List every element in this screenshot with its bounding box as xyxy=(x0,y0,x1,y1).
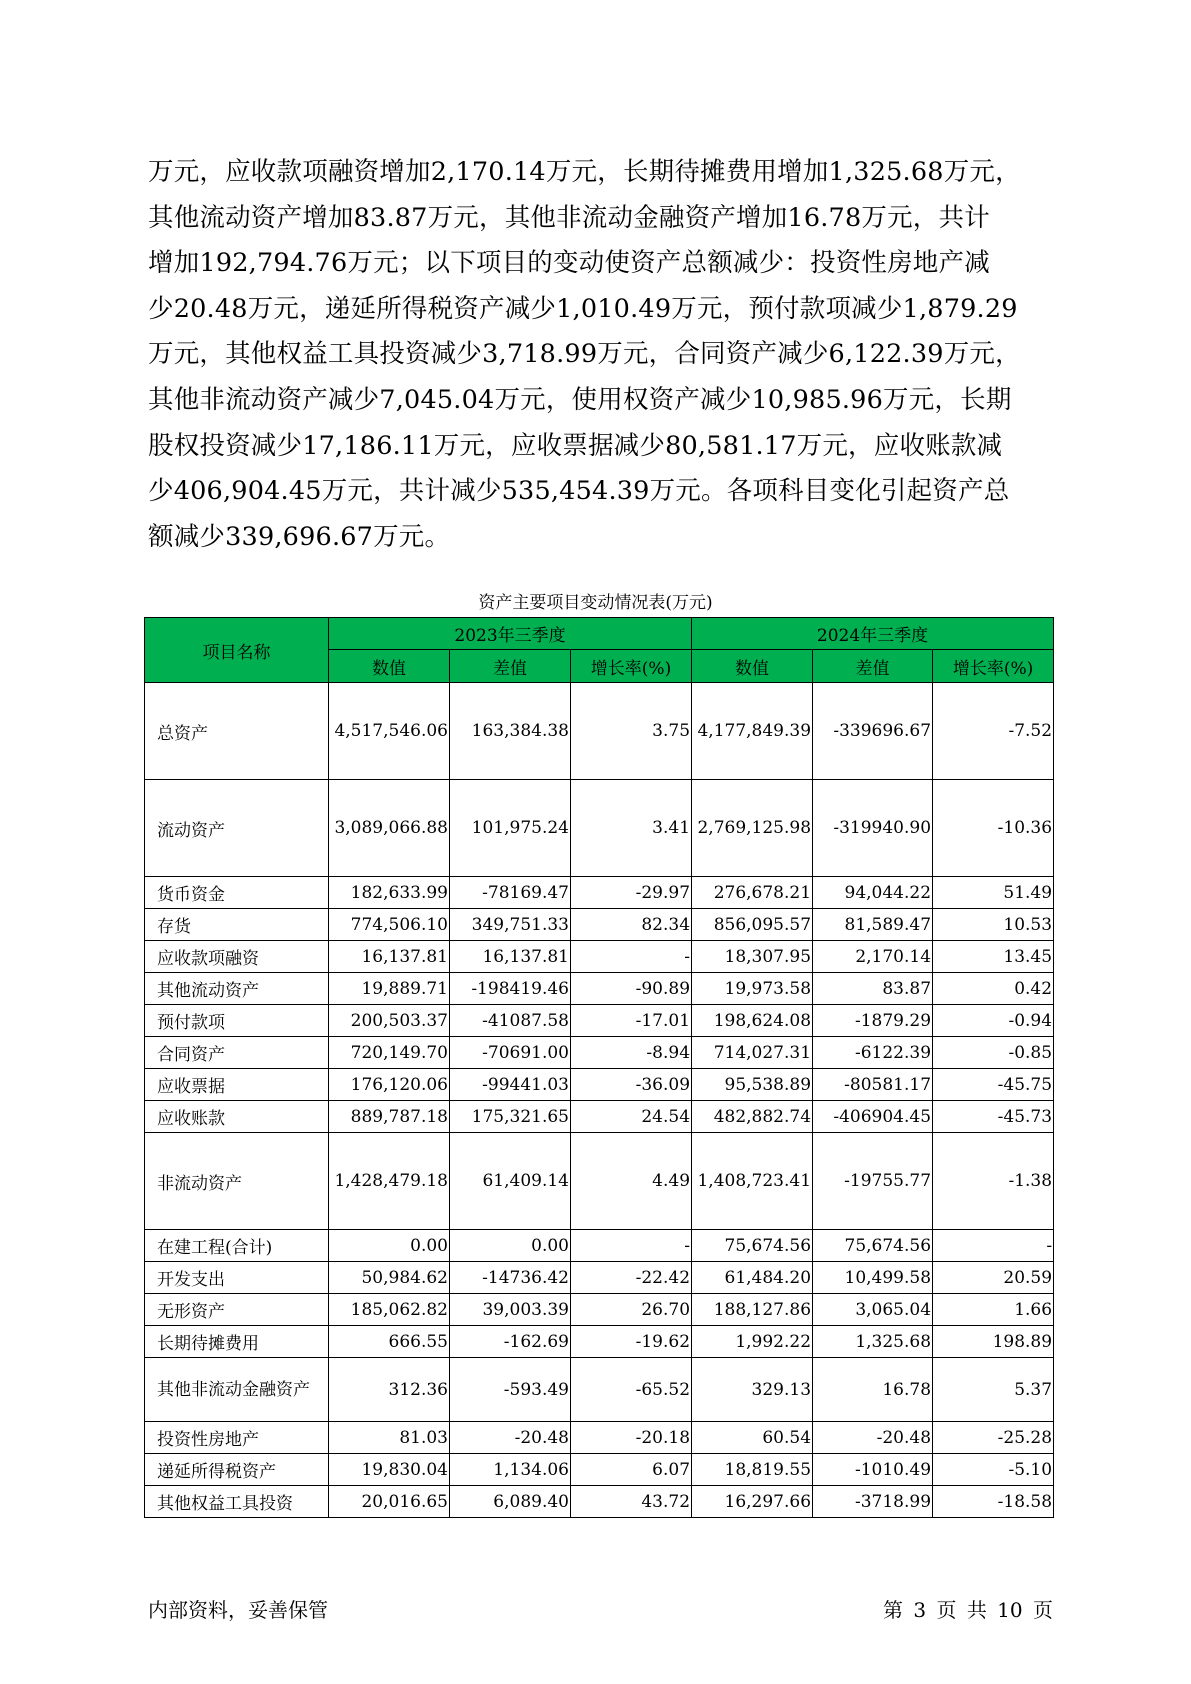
table-row xyxy=(145,1037,1054,1069)
diff-2023: -70691.00 xyxy=(450,1037,571,1069)
table-row xyxy=(145,941,1054,973)
asset-change-table xyxy=(144,617,1054,1518)
value-2023: 19,830.04 xyxy=(329,1454,450,1486)
diff-2024: 16.78 xyxy=(813,1358,933,1422)
value-2024: 482,882.74 xyxy=(692,1101,813,1133)
value-2023: 50,984.62 xyxy=(329,1262,450,1294)
diff-2024: -80581.17 xyxy=(813,1069,933,1101)
paragraph-line: 万元，其他权益工具投资减少3,718.99万元，合同资产减少6,122.39万元， xyxy=(148,339,1021,370)
diff-2023: 16,137.81 xyxy=(450,941,571,973)
value-2024: 188,127.86 xyxy=(692,1294,813,1326)
table-row xyxy=(145,1262,1054,1294)
diff-2023: -99441.03 xyxy=(450,1069,571,1101)
value-2024: 276,678.21 xyxy=(692,877,813,909)
growth-2023: -19.62 xyxy=(571,1326,692,1358)
diff-2024: 3,065.04 xyxy=(813,1294,933,1326)
row-name: 总资产 xyxy=(145,683,329,780)
growth-2024: -45.73 xyxy=(933,1101,1054,1133)
row-name: 在建工程(合计) xyxy=(145,1230,329,1262)
row-name: 非流动资产 xyxy=(145,1133,329,1230)
growth-2024: 198.89 xyxy=(933,1326,1054,1358)
growth-2024: 20.59 xyxy=(933,1262,1054,1294)
table-row xyxy=(145,1230,1054,1262)
value-2023: 312.36 xyxy=(329,1358,450,1422)
table-row xyxy=(145,780,1054,877)
value-2024: 60.54 xyxy=(692,1422,813,1454)
table-row xyxy=(145,909,1054,941)
growth-2024: 51.49 xyxy=(933,877,1054,909)
value-2023: 16,137.81 xyxy=(329,941,450,973)
growth-2023: -8.94 xyxy=(571,1037,692,1069)
value-2023: 720,149.70 xyxy=(329,1037,450,1069)
row-name: 其他流动资产 xyxy=(145,973,329,1005)
row-name: 无形资产 xyxy=(145,1294,329,1326)
growth-2024: 13.45 xyxy=(933,941,1054,973)
growth-2023: 43.72 xyxy=(571,1486,692,1518)
growth-2023: -17.01 xyxy=(571,1005,692,1037)
diff-2023: -78169.47 xyxy=(450,877,571,909)
value-2023: 4,517,546.06 xyxy=(329,683,450,780)
growth-2023: -20.18 xyxy=(571,1422,692,1454)
header-diff-2024: 差值 xyxy=(813,650,933,683)
value-2024: 198,624.08 xyxy=(692,1005,813,1037)
value-2024: 1,408,723.41 xyxy=(692,1133,813,1230)
growth-2023: 26.70 xyxy=(571,1294,692,1326)
value-2024: 714,027.31 xyxy=(692,1037,813,1069)
row-name: 应收款项融资 xyxy=(145,941,329,973)
growth-2024: -10.36 xyxy=(933,780,1054,877)
header-item-name: 项目名称 xyxy=(145,618,329,683)
growth-2023: -90.89 xyxy=(571,973,692,1005)
value-2024: 856,095.57 xyxy=(692,909,813,941)
growth-2024: -0.85 xyxy=(933,1037,1054,1069)
diff-2024: 10,499.58 xyxy=(813,1262,933,1294)
diff-2023: -593.49 xyxy=(450,1358,571,1422)
growth-2023: 82.34 xyxy=(571,909,692,941)
growth-2024: -5.10 xyxy=(933,1454,1054,1486)
header-value-2023: 数值 xyxy=(329,650,450,683)
diff-2023: -162.69 xyxy=(450,1326,571,1358)
diff-2023: 0.00 xyxy=(450,1230,571,1262)
value-2024: 4,177,849.39 xyxy=(692,683,813,780)
value-2023: 176,120.06 xyxy=(329,1069,450,1101)
diff-2023: 163,384.38 xyxy=(450,683,571,780)
growth-2023: 6.07 xyxy=(571,1454,692,1486)
paragraph-line: 少20.48万元，递延所得税资产减少1,010.49万元，预付款项减少1,879.29 xyxy=(148,293,1018,324)
diff-2023: -198419.46 xyxy=(450,973,571,1005)
row-name: 货币资金 xyxy=(145,877,329,909)
table-row xyxy=(145,1454,1054,1486)
diff-2024: -3718.99 xyxy=(813,1486,933,1518)
value-2024: 16,297.66 xyxy=(692,1486,813,1518)
table-row xyxy=(145,1005,1054,1037)
value-2024: 329.13 xyxy=(692,1358,813,1422)
table-row xyxy=(145,1326,1054,1358)
row-name: 应收票据 xyxy=(145,1069,329,1101)
table-row xyxy=(145,1069,1054,1101)
value-2023: 20,016.65 xyxy=(329,1486,450,1518)
growth-2024: -18.58 xyxy=(933,1486,1054,1518)
growth-2023: -29.97 xyxy=(571,877,692,909)
row-name: 存货 xyxy=(145,909,329,941)
row-name: 流动资产 xyxy=(145,780,329,877)
growth-2024: -45.75 xyxy=(933,1069,1054,1101)
header-period-2023: 2023年三季度 xyxy=(329,618,692,650)
table-row xyxy=(145,1133,1054,1230)
value-2024: 1,992.22 xyxy=(692,1326,813,1358)
diff-2024: -319940.90 xyxy=(813,780,933,877)
growth-2023: - xyxy=(571,941,692,973)
value-2023: 81.03 xyxy=(329,1422,450,1454)
growth-2023: 3.75 xyxy=(571,683,692,780)
growth-2023: 24.54 xyxy=(571,1101,692,1133)
table-row xyxy=(145,1294,1054,1326)
body-paragraph xyxy=(148,150,1053,560)
value-2024: 2,769,125.98 xyxy=(692,780,813,877)
value-2023: 774,506.10 xyxy=(329,909,450,941)
footer-confidential-note: 内部资料，妥善保管 xyxy=(148,1598,328,1622)
diff-2024: 83.87 xyxy=(813,973,933,1005)
diff-2023: 39,003.39 xyxy=(450,1294,571,1326)
value-2023: 0.00 xyxy=(329,1230,450,1262)
growth-2023: - xyxy=(571,1230,692,1262)
paragraph-line: 万元，应收款项融资增加2,170.14万元，长期待摊费用增加1,325.68万元， xyxy=(148,157,1021,187)
diff-2023: 101,975.24 xyxy=(450,780,571,877)
growth-2023: 4.49 xyxy=(571,1133,692,1230)
header-growth-2023: 增长率(%) xyxy=(571,650,692,683)
growth-2023: 3.41 xyxy=(571,780,692,877)
header-growth-2024: 增长率(%) xyxy=(933,650,1054,683)
table-row xyxy=(145,1101,1054,1133)
value-2024: 18,307.95 xyxy=(692,941,813,973)
diff-2023: 61,409.14 xyxy=(450,1133,571,1230)
header-value-2024: 数值 xyxy=(692,650,813,683)
value-2024: 75,674.56 xyxy=(692,1230,813,1262)
value-2023: 889,787.18 xyxy=(329,1101,450,1133)
diff-2024: 1,325.68 xyxy=(813,1326,933,1358)
growth-2024: 10.53 xyxy=(933,909,1054,941)
growth-2024: -1.38 xyxy=(933,1133,1054,1230)
diff-2024: -406904.45 xyxy=(813,1101,933,1133)
row-name: 应收账款 xyxy=(145,1101,329,1133)
diff-2023: 1,134.06 xyxy=(450,1454,571,1486)
row-name: 预付款项 xyxy=(145,1005,329,1037)
table-row xyxy=(145,1486,1054,1518)
paragraph-line: 其他流动资产增加83.87万元，其他非流动金融资产增加16.78万元，共计 xyxy=(148,202,990,233)
growth-2023: -65.52 xyxy=(571,1358,692,1422)
header-period-2024: 2024年三季度 xyxy=(692,618,1054,650)
diff-2023: -41087.58 xyxy=(450,1005,571,1037)
value-2023: 3,089,066.88 xyxy=(329,780,450,877)
table-row xyxy=(145,1422,1054,1454)
row-name: 开发支出 xyxy=(145,1262,329,1294)
value-2024: 19,973.58 xyxy=(692,973,813,1005)
growth-2024: 5.37 xyxy=(933,1358,1054,1422)
diff-2024: -339696.67 xyxy=(813,683,933,780)
header-diff-2023: 差值 xyxy=(450,650,571,683)
row-name: 长期待摊费用 xyxy=(145,1326,329,1358)
diff-2023: 349,751.33 xyxy=(450,909,571,941)
row-name: 递延所得税资产 xyxy=(145,1454,329,1486)
paragraph-line: 股权投资减少17,186.11万元，应收票据减少80,581.17万元，应收账款减 xyxy=(148,430,1003,461)
page-number: 第 3 页 共 10 页 xyxy=(883,1598,1053,1622)
value-2023: 19,889.71 xyxy=(329,973,450,1005)
value-2024: 61,484.20 xyxy=(692,1262,813,1294)
diff-2024: 81,589.47 xyxy=(813,909,933,941)
value-2023: 1,428,479.18 xyxy=(329,1133,450,1230)
growth-2023: -36.09 xyxy=(571,1069,692,1101)
diff-2023: 6,089.40 xyxy=(450,1486,571,1518)
diff-2024: -6122.39 xyxy=(813,1037,933,1069)
diff-2024: -1010.49 xyxy=(813,1454,933,1486)
growth-2023: -22.42 xyxy=(571,1262,692,1294)
table-row xyxy=(145,973,1054,1005)
row-name: 其他权益工具投资 xyxy=(145,1486,329,1518)
diff-2023: -14736.42 xyxy=(450,1262,571,1294)
growth-2024: - xyxy=(933,1230,1054,1262)
value-2024: 18,819.55 xyxy=(692,1454,813,1486)
table-row xyxy=(145,683,1054,780)
value-2023: 185,062.82 xyxy=(329,1294,450,1326)
paragraph-line: 额减少339,696.67万元。 xyxy=(148,521,451,552)
paragraph-line: 增加192,794.76万元；以下项目的变动使资产总额减少：投资性房地产减 xyxy=(148,248,990,279)
value-2023: 666.55 xyxy=(329,1326,450,1358)
paragraph-line: 其他非流动资产减少7,045.04万元，使用权资产减少10,985.96万元，长期 xyxy=(148,384,1012,415)
diff-2024: 2,170.14 xyxy=(813,941,933,973)
growth-2024: -0.94 xyxy=(933,1005,1054,1037)
table-row xyxy=(145,1358,1054,1422)
diff-2024: -1879.29 xyxy=(813,1005,933,1037)
diff-2023: -20.48 xyxy=(450,1422,571,1454)
growth-2024: 1.66 xyxy=(933,1294,1054,1326)
row-name: 投资性房地产 xyxy=(145,1422,329,1454)
paragraph-line: 少406,904.45万元，共计减少535,454.39万元。各项科目变化引起资产总 xyxy=(148,476,1010,507)
growth-2024: -7.52 xyxy=(933,683,1054,780)
growth-2024: -25.28 xyxy=(933,1422,1054,1454)
diff-2023: 175,321.65 xyxy=(450,1101,571,1133)
table-row xyxy=(145,877,1054,909)
diff-2024: -19755.77 xyxy=(813,1133,933,1230)
row-name: 其他非流动金融资产 xyxy=(145,1358,329,1422)
diff-2024: -20.48 xyxy=(813,1422,933,1454)
diff-2024: 75,674.56 xyxy=(813,1230,933,1262)
value-2024: 95,538.89 xyxy=(692,1069,813,1101)
row-name: 合同资产 xyxy=(145,1037,329,1069)
diff-2024: 94,044.22 xyxy=(813,877,933,909)
value-2023: 200,503.37 xyxy=(329,1005,450,1037)
value-2023: 182,633.99 xyxy=(329,877,450,909)
growth-2024: 0.42 xyxy=(933,973,1054,1005)
table-caption: 资产主要项目变动情况表(万元) xyxy=(478,593,713,613)
